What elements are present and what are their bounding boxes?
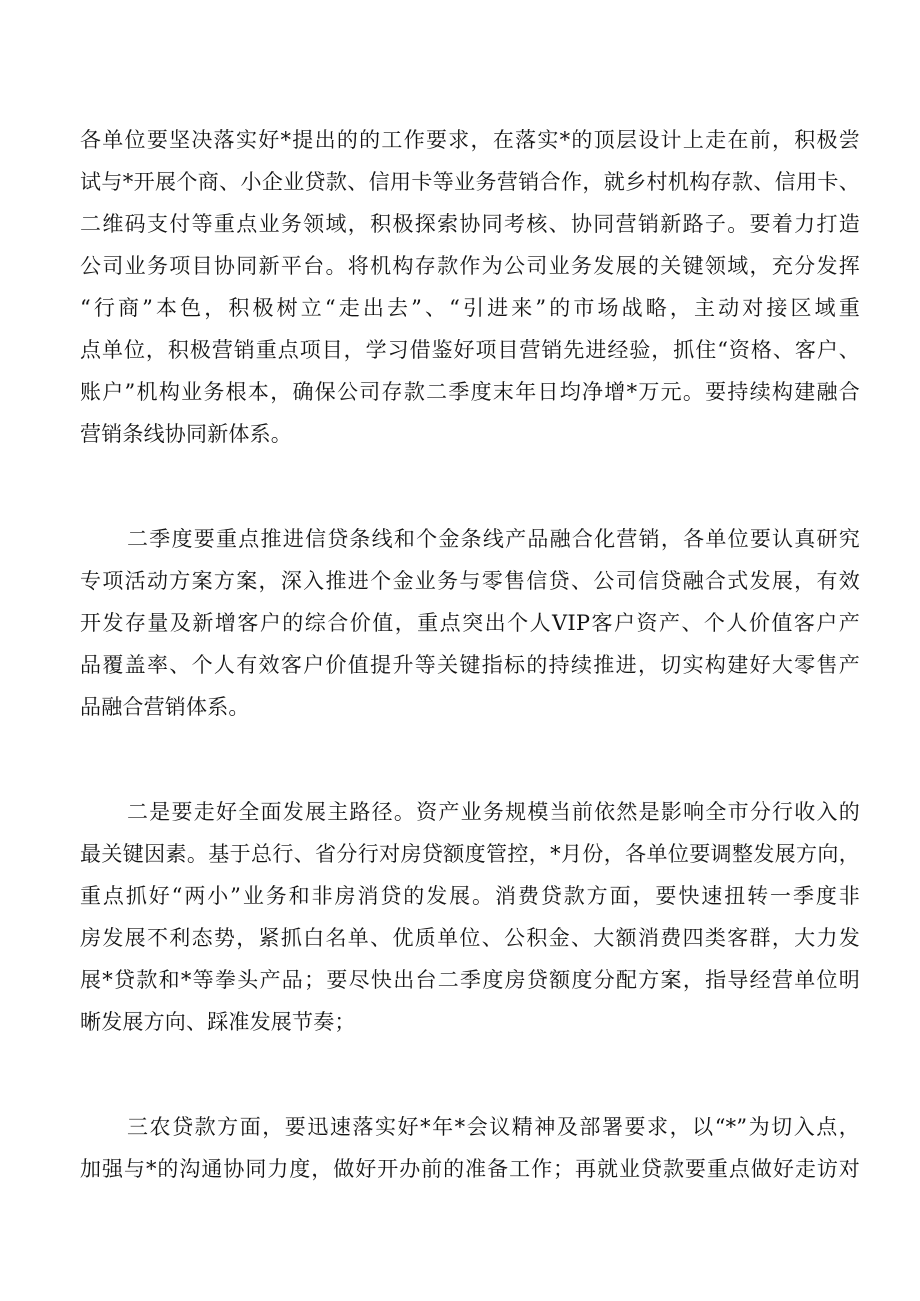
paragraph-1-line-3: 二维码支付等重点业务领域，积极探索协同考核、协同营销新路子。要着力打造 [80, 212, 860, 236]
paragraph-3-line-5: 展*贷款和*等拳头产品；要尽快出台二季度房贷额度分配方案，指导经营单位明 [80, 968, 860, 992]
paragraph-2-line-3: 开发存量及新增客户的综合价值，重点突出个人VIP客户资产、个人价值客户产 [80, 611, 860, 635]
paragraph-2-line-1: 二季度要重点推进信贷条线和个金条线产品融合化营销，各单位要认真研究 [127, 527, 860, 551]
paragraph-1-line-5: “行商”本色，积极树立“走出去”、“引进来”的市场战略，主动对接区域重 [80, 296, 860, 320]
paragraph-4-line-2: 加强与*的沟通协同力度，做好开办前的准备工作；再就业贷款要重点做好走访对 [80, 1157, 860, 1181]
paragraph-2-line-2: 专项活动方案方案，深入推进个金业务与零售信贷、公司信贷融合式发展，有效 [80, 569, 860, 593]
paragraph-1-line-8: 营销条线协同新体系。 [80, 422, 292, 446]
paragraph-1-line-6: 点单位，积极营销重点项目，学习借鉴好项目营销先进经验，抓住“资格、客户、 [80, 338, 860, 362]
paragraph-3-line-2: 最关键因素。基于总行、省分行对房贷额度管控，*月份，各单位要调整发展方向， [80, 842, 860, 866]
paragraph-1-line-1: 各单位要坚决落实好*提出的的工作要求，在落实*的顶层设计上走在前，积极尝 [80, 128, 860, 152]
paragraph-1-line-2: 试与*开展个商、小企业贷款、信用卡等业务营销合作，就乡村机构存款、信用卡、 [80, 170, 860, 194]
paragraph-2-line-4: 品覆盖率、个人有效客户价值提升等关键指标的持续推进，切实构建好大零售产 [80, 653, 860, 677]
paragraph-3-line-1: 二是要走好全面发展主路径。资产业务规模当前依然是影响全市分行收入的 [127, 800, 860, 824]
paragraph-1-line-7: 账户”机构业务根本，确保公司存款二季度末年日均净增*万元。要持续构建融合 [80, 380, 860, 404]
paragraph-1-line-4: 公司业务项目协同新平台。将机构存款作为公司业务发展的关键领域，充分发挥 [80, 254, 860, 278]
paragraph-3-line-6: 晰发展方向、踩准发展节奏； [80, 1010, 356, 1034]
paragraph-4-line-1: 三农贷款方面，要迅速落实好*年*会议精神及部署要求，以“*”为切入点， [127, 1115, 860, 1139]
paragraph-2-line-5: 品融合营销体系。 [80, 695, 250, 719]
paragraph-3-line-3: 重点抓好“两小”业务和非房消贷的发展。消费贷款方面，要快速扭转一季度非 [80, 884, 860, 908]
paragraph-3-line-4: 房发展不利态势，紧抓白名单、优质单位、公积金、大额消费四类客群，大力发 [80, 926, 860, 950]
